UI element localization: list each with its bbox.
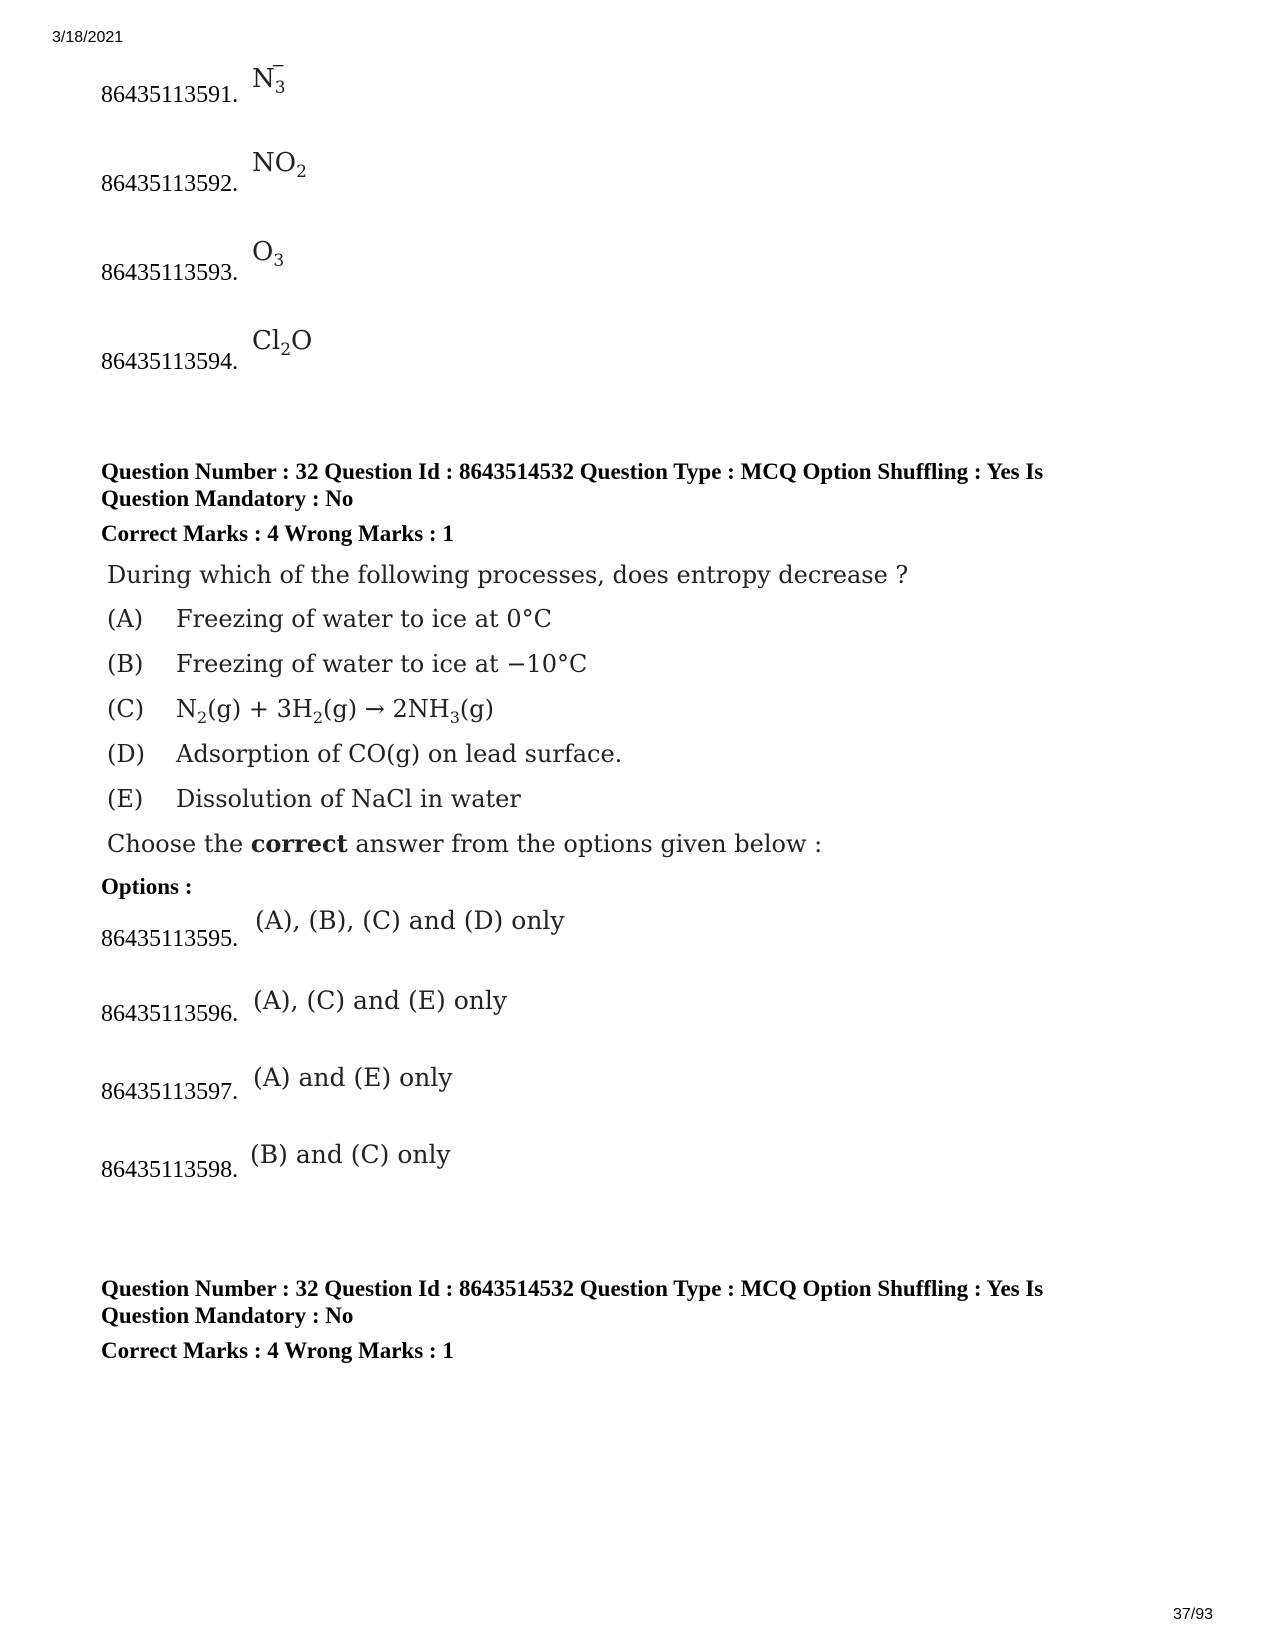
option-text: (A), (B), (C) and (D) only <box>255 906 565 935</box>
option-formula: $O_3$ <box>252 237 285 271</box>
option-id: 86435113597. <box>101 1079 239 1105</box>
question-meta: Question Number : 32 Question Id : 8643514532 Question Type : MCQ Option Shuffling : Yes Is Question Mandatory : No <box>101 1276 1044 1328</box>
statement-e: (E) Dissolution of NaCl in water <box>107 785 521 813</box>
question-marks: Correct Marks : 4 Wrong Marks : 1 <box>101 1338 454 1363</box>
question-marks: Correct Marks : 4 Wrong Marks : 1 <box>101 521 454 546</box>
option-id: 86435113593. <box>101 260 239 286</box>
question-stem: During which of the following processes, does entropy decrease ? <box>107 561 909 589</box>
option-id: 86435113592. <box>101 171 239 197</box>
option-text: (B) and (C) only <box>250 1140 451 1169</box>
option-id: 86435113595. <box>101 926 239 952</box>
option-formula: $Cl_2O$ <box>252 326 313 360</box>
statement-c: (C) $N_2(g) + 3H_2(g) \to 2NH_3(g)$ <box>107 695 494 727</box>
statement-a: (A) Freezing of water to ice at 0°C <box>107 605 552 633</box>
options-label: Options : <box>101 874 193 899</box>
option-text: (A), (C) and (E) only <box>253 986 507 1015</box>
print-date: 3/18/2021 <box>52 29 124 46</box>
option-id: 86435113594. <box>101 349 239 375</box>
option-id: 86435113591. <box>101 82 239 108</box>
option-id: 86435113598. <box>101 1157 239 1183</box>
option-formula: $NO_2$ <box>252 148 307 182</box>
instruction: Choose the correct answer from the options given below : <box>107 829 823 858</box>
page-number: 37/93 <box>1173 1606 1214 1623</box>
statement-d: (D) Adsorption of CO(g) on lead surface. <box>107 740 623 768</box>
option-formula: $N_3$ − <box>252 56 286 98</box>
option-id: 86435113596. <box>101 1001 239 1027</box>
option-text: (A) and (E) only <box>253 1063 453 1092</box>
question-meta: Question Number : 32 Question Id : 8643514532 Question Type : MCQ Option Shuffling : Yes Is Question Mandatory : No <box>101 459 1044 511</box>
statement-b: (B) Freezing of water to ice at −10°C <box>107 650 588 678</box>
